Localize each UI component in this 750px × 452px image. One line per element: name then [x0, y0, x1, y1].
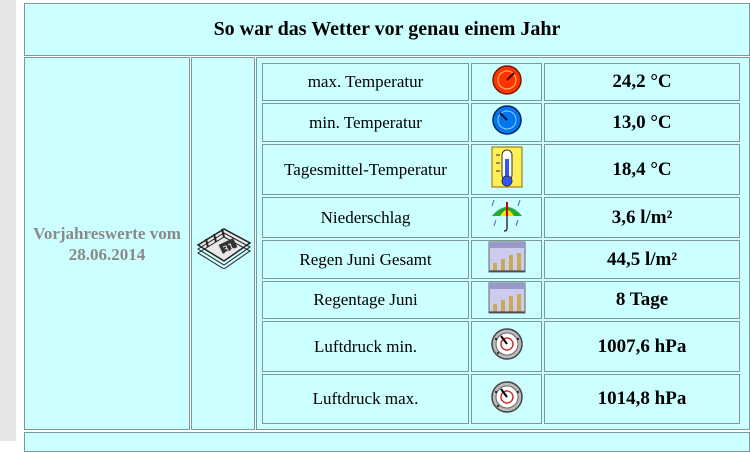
row-label: [262, 374, 469, 424]
barometer-icon: [490, 380, 524, 419]
row-label: [262, 144, 469, 195]
row-label: [262, 63, 469, 101]
rain-days-chart-icon: [488, 282, 526, 319]
row-value-text: 24,2 °C: [612, 71, 672, 92]
row-value: [544, 374, 740, 424]
page-title: [24, 3, 750, 56]
previous-year-cell: [24, 57, 190, 430]
row-label-text: max. Temperatur: [307, 72, 424, 91]
row-value-text: 13,0 °C: [612, 111, 672, 133]
row-label-text: Luftdruck max.: [312, 389, 419, 408]
calendar-cell: [191, 57, 255, 430]
row-label-text: Luftdruck min.: [314, 336, 417, 356]
umbrella-rain-icon: [488, 198, 526, 237]
thermometer-scale-icon: [490, 145, 524, 194]
row-label-text: Regentage Juni: [313, 290, 418, 309]
next-section-row: [24, 432, 750, 452]
barometer-icon: [490, 327, 524, 366]
thermometer-red-icon: [490, 63, 524, 102]
row-value-text: 18,4 °C: [612, 158, 672, 180]
row-value: [544, 144, 740, 195]
row-icon-cell: [471, 374, 542, 424]
row-label-text: min. Temperatur: [309, 112, 422, 132]
row-icon-cell: [471, 63, 542, 101]
thermometer-blue-icon: [490, 103, 524, 142]
row-label-text: Niederschlag: [320, 207, 411, 227]
page-margin: [0, 0, 16, 441]
row-label: [262, 103, 469, 142]
row-value-text: 1014,8 hPa: [597, 388, 687, 409]
svg-text:31: 31: [221, 241, 237, 256]
row-label: [262, 197, 469, 238]
previous-year-date: 28.06.2014: [68, 244, 146, 264]
row-icon-cell: [471, 103, 542, 142]
row-value: [544, 103, 740, 142]
row-icon-cell: [471, 321, 542, 372]
previous-year-label: Vorjahreswerte vom: [33, 223, 181, 243]
row-value-text: 1007,6 hPa: [597, 335, 687, 357]
row-value: [544, 240, 740, 279]
row-value: [544, 63, 740, 101]
row-label: [262, 240, 469, 279]
row-label: [262, 281, 469, 319]
row-value-text: 3,6 l/m²: [611, 206, 673, 228]
row-icon-cell: [471, 197, 542, 238]
row-label-text: Tagesmittel-Temperatur: [284, 159, 447, 179]
row-icon-cell: [471, 240, 542, 279]
row-value: [544, 281, 740, 319]
row-icon-cell: [471, 144, 542, 195]
row-value-text: 8 Tage: [615, 289, 669, 310]
rain-bar-chart-icon: [488, 241, 526, 278]
row-label: [262, 321, 469, 372]
row-value: [544, 321, 740, 372]
calendar-icon: [194, 219, 252, 269]
page-title-text: So war das Wetter vor genau einem Jahr: [213, 18, 561, 40]
row-value-text: 44,5 l/m²: [606, 248, 678, 270]
row-icon-cell: [471, 281, 542, 319]
row-value: [544, 197, 740, 238]
row-label-text: Regen Juni Gesamt: [299, 249, 432, 269]
